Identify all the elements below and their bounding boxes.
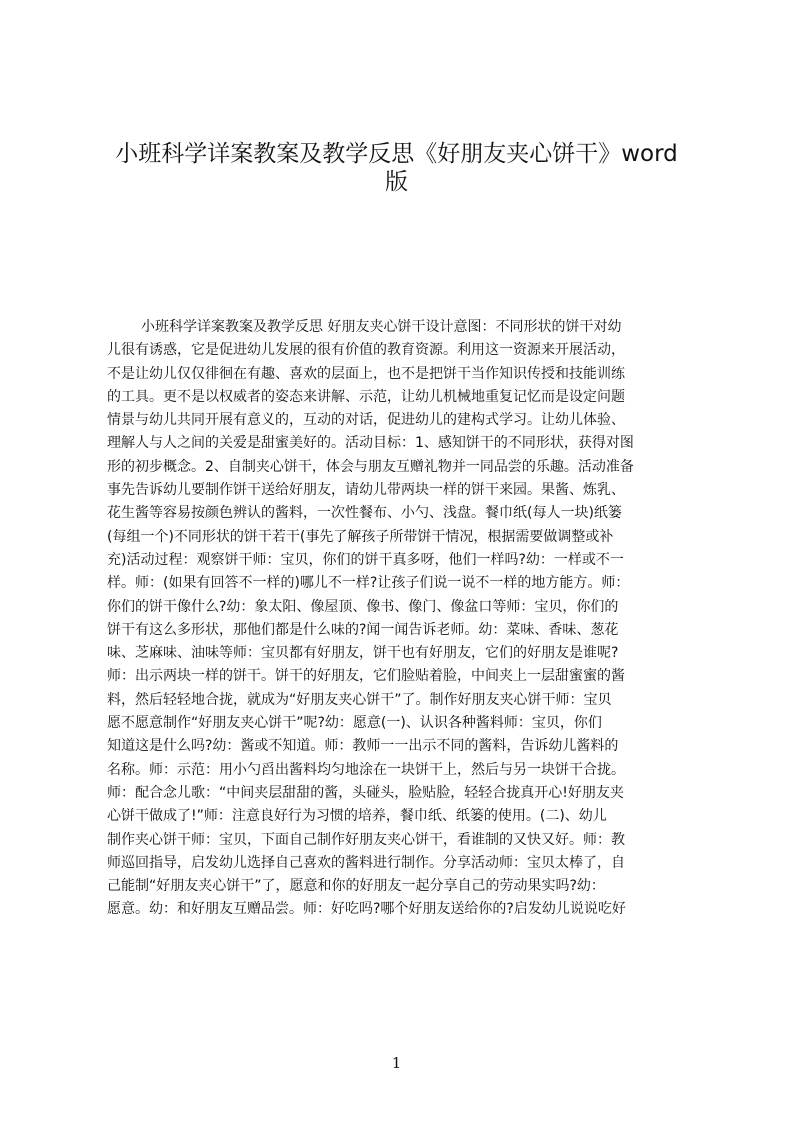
body-line: 事先告诉幼儿要制作饼干送给好朋友，请幼儿带两块一样的饼干来园。果酱、炼乳、 bbox=[107, 482, 625, 499]
body-line: 饼干有这么多形状，那他们都是什么味的?闻一闻告诉老师。幼：菜味、香味、葱花 bbox=[107, 621, 619, 638]
body-line: 心饼干做成了!”师：注意良好行为习惯的培养，餐巾纸、纸篓的使用。(二)、幼儿 bbox=[107, 808, 607, 825]
body-line: 制作夹心饼干师：宝贝，下面自己制作好朋友夹心饼干，看谁制的又快又好。师：教 bbox=[107, 831, 625, 848]
document-title bbox=[80, 140, 713, 196]
title-line-2: 版 bbox=[385, 169, 408, 195]
body-line: 愿不愿意制作“好朋友夹心饼干”呢?幼：愿意(一)、认识各种酱料师：宝贝，你们 bbox=[107, 715, 602, 732]
body-line: 充)活动过程：观察饼干师：宝贝，你们的饼干真多呀，他们一样吗?幼：一样或不一 bbox=[107, 551, 624, 568]
document-body bbox=[107, 316, 699, 922]
body-line: 名称。师：示范：用小勺舀出酱料均匀地涂在一块饼干上，然后与另一块饼干合拢。 bbox=[107, 761, 625, 778]
body-line: 知道这是什么吗?幼：酱或不知道。师：教师一一出示不同的酱料，告诉幼儿酱料的 bbox=[107, 738, 619, 755]
body-line: 师巡回指导，启发幼儿选择自己喜欢的酱料进行制作。分享活动师：宝贝太棒了，自 bbox=[107, 854, 625, 871]
body-line: 理解人与人之间的关爱是甜蜜美好的。活动目标：1、感知饼干的不同形状，获得对图 bbox=[107, 435, 634, 452]
body-line: 己能制“好朋友夹心饼干”了，愿意和你的好朋友一起分享自己的劳动果实吗?幼： bbox=[107, 878, 605, 895]
body-line: 花生酱等容易按颜色辨认的酱料，一次性餐布、小勺、浅盘。餐巾纸(每人一块)纸篓 bbox=[107, 505, 622, 522]
body-line: 情景与幼儿共同开展有意义的，互动的对话，促进幼儿的建构式学习。让幼儿体验、 bbox=[107, 412, 625, 429]
body-line: 不是让幼儿仅仅徘徊在有趣、喜欢的层面上，也不是把饼干当作知识传授和技能训练 bbox=[107, 365, 625, 382]
page-number: 1 bbox=[391, 1054, 402, 1072]
body-line: 愿意。幼：和好朋友互赠品尝。师：好吃吗?哪个好朋友送给你的?启发幼儿说说吃好 bbox=[107, 901, 626, 918]
body-line: 你们的饼干像什么?幼：象太阳、像屋顶、像书、像门、像盆口等师：宝贝，你们的 bbox=[107, 598, 619, 615]
body-line: 儿很有诱惑，它是促进幼儿发展的很有价值的教育资源。利用这一资源来开展活动， bbox=[107, 342, 625, 359]
body-line: 味、芝麻味、油味等师：宝贝都有好朋友，饼干也有好朋友，它们的好朋友是谁呢? bbox=[107, 645, 619, 662]
body-line: 样。师：(如果有回答不一样的)哪儿不一样?让孩子们说一说不一样的地方能方。师： bbox=[107, 575, 630, 592]
body-line: 师：配合念儿歌：“中间夹层甜甜的酱，头碰头，脸贴脸，轻轻合拢真开心!好朋友夹 bbox=[107, 784, 624, 801]
body-line: 形的初步概念。2、自制夹心饼干，体会与朋友互赠礼物并一同品尝的乐趣。活动准备 bbox=[107, 458, 634, 475]
body-line: 师：出示两块一样的饼干。饼干的好朋友，它们脸贴着脸，中间夹上一层甜蜜蜜的酱 bbox=[107, 668, 625, 685]
body-line: 小班科学详案教案及教学反思 好朋友夹心饼干设计意图：不同形状的饼干对幼 bbox=[141, 319, 622, 335]
body-line: (每组一个)不同形状的饼干若干(事先了解孩子所带饼干情况，根据需要做调整或补 bbox=[107, 528, 614, 545]
body-line: 料，然后轻轻地合拢，就成为“好朋友夹心饼干”了。制作好朋友夹心饼干师：宝贝 bbox=[107, 691, 612, 708]
title-line-1: 小班科学详案教案及教学反思《好朋友夹心饼干》word bbox=[115, 141, 678, 167]
body-line: 的工具。更不是以权威者的姿态来讲解、示范，让幼儿机械地重复记忆而是设定问题 bbox=[107, 388, 625, 405]
